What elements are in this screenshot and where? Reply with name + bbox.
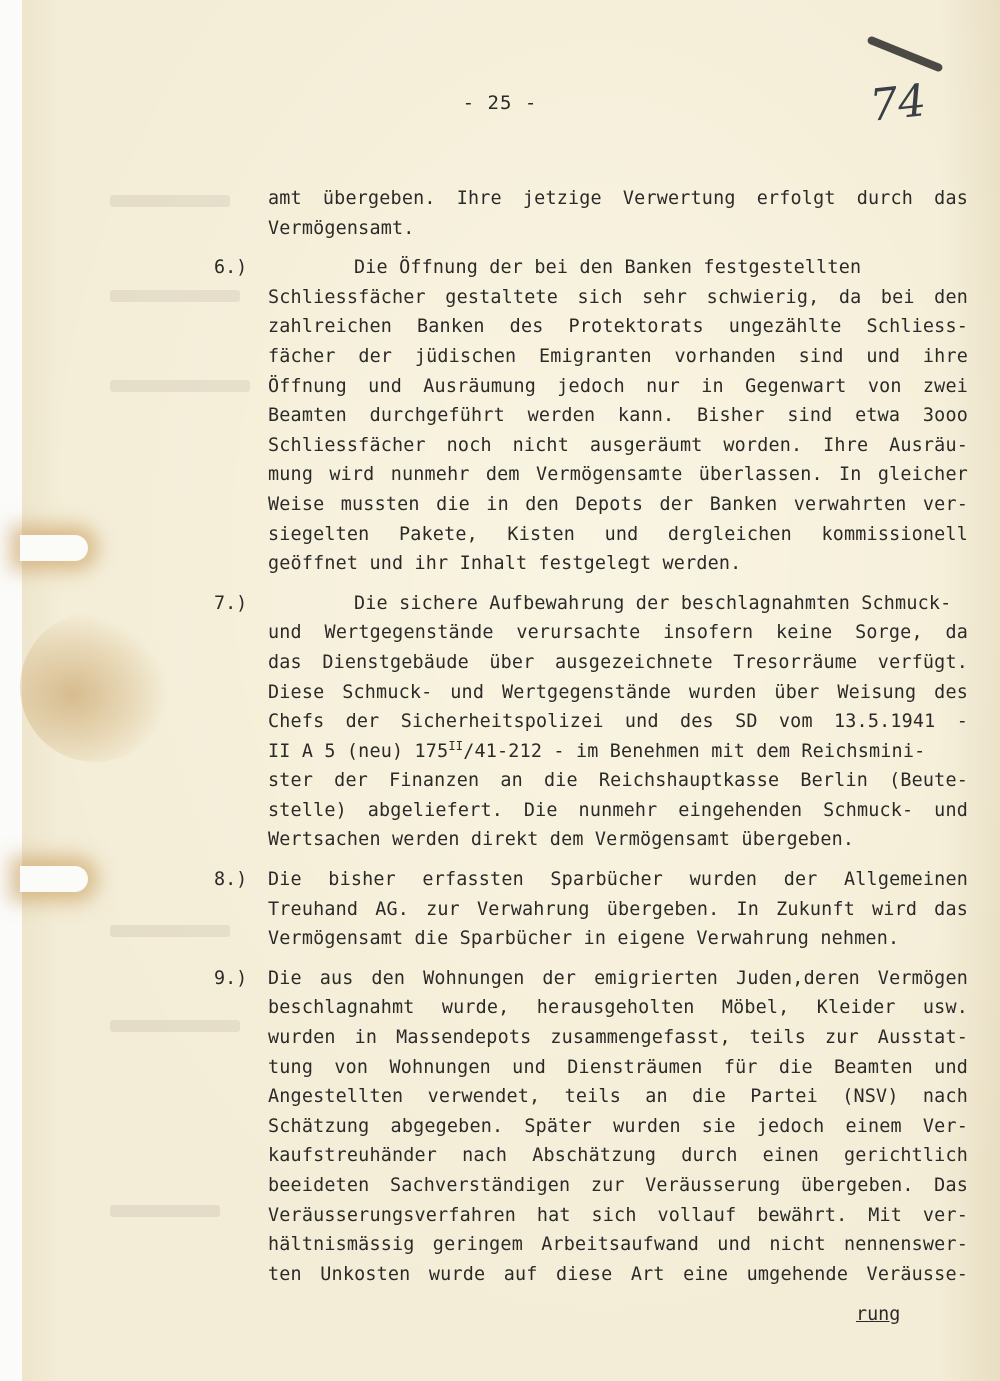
- paragraph-9: [214, 964, 968, 1290]
- paragraph-number: 9.): [214, 967, 248, 989]
- text-segment: /41-212 - im Benehmen mit dem Reichsmini-: [463, 740, 926, 762]
- text-line: siegelten Pakete, Kisten und dergleichen kommissionell: [268, 523, 968, 545]
- burn-stain: [20, 612, 170, 762]
- text-line: ten Unkosten wurde auf diese Art eine umgehende Veräusse-: [268, 1263, 968, 1285]
- text-line: Diese Schmuck- und Wertgegenstände wurden über Weisung des: [268, 681, 968, 703]
- bleed-through-mark: [110, 195, 230, 207]
- catchword: rung: [856, 1304, 901, 1325]
- text-line: Vermögensamt die Sparbücher in eigene Verwahrung nehmen.: [268, 928, 900, 950]
- paragraph-8: [214, 865, 968, 954]
- text-line: amt übergeben. Ihre jetzige Verwertung erfolgt durch das: [268, 188, 968, 209]
- punch-hole-upper: [20, 535, 88, 561]
- punch-hole-lower: [20, 866, 88, 892]
- text-line: Beamten durchgeführt werden kann. Bisher sind etwa 3ooo: [268, 405, 968, 427]
- page-number: - 25 -: [462, 92, 538, 114]
- text-line: kaufstreuhänder nach Abschätzung durch einen gerichtlich: [268, 1145, 968, 1167]
- text-line: Angestellten verwendet, teils an die Partei (NSV) nach: [268, 1086, 968, 1108]
- text-line: Öffnung und Ausräumung jedoch nur in Gegenwart von zwei: [268, 375, 968, 397]
- text-line: beeideten Sachverständigen zur Veräusserung übergeben. Das: [268, 1175, 968, 1196]
- text-line: und Wertgegenstände verursachte insofern keine Sorge, da: [268, 622, 968, 644]
- text-line: Schliessfächer noch nicht ausgeräumt worden. Ihre Ausräu-: [268, 434, 968, 456]
- text-segment: II A 5 (neu) 175: [268, 740, 449, 762]
- text-line: Die Öffnung der bei den Banken festgestellten: [354, 257, 862, 279]
- paragraph-number: 6.): [214, 257, 248, 279]
- page-edge: [0, 0, 22, 1381]
- bleed-through-mark: [110, 290, 240, 302]
- text-line: zahlreichen Banken des Protektorats ungezählte Schliess-: [268, 316, 968, 338]
- folio-number: 74: [867, 75, 929, 132]
- text-line: Die bisher erfassten Sparbücher wurden der Allgemeinen: [268, 869, 968, 891]
- text-line: Chefs der Sicherheitspolizei und des SD vom 13.5.1941 -: [268, 711, 968, 733]
- paragraph-number: 8.): [214, 869, 248, 891]
- paragraph-number: 7.): [214, 592, 248, 614]
- text-line: Treuhand AG. zur Verwahrung übergeben. In Zukunft wird das: [268, 898, 968, 920]
- bleed-through-mark: [110, 1205, 220, 1217]
- text-line: [268, 737, 968, 767]
- text-line: beschlagnahmt wurde, herausgeholten Möbel, Kleider usw.: [268, 997, 968, 1019]
- bleed-through-mark: [110, 380, 250, 392]
- superscript: II: [448, 738, 464, 753]
- text-line: Veräusserungsverfahren hat sich vollauf bewährt. Mit ver-: [268, 1204, 968, 1226]
- text-line: Schliessfächer gestaltete sich sehr schwierig, da bei den: [268, 286, 968, 308]
- text-line: das Dienstgebäude über ausgezeichnete Tresorräume verfügt.: [268, 651, 968, 673]
- text-line: Die sichere Aufbewahrung der beschlagnahmten Schmuck-: [354, 592, 952, 614]
- text-line: Wertsachen werden direkt dem Vermögensamt übergeben.: [268, 829, 855, 851]
- text-line: Die aus den Wohnungen der emigrierten Juden,deren Vermögen: [268, 967, 968, 989]
- text-line: fächer der jüdischen Emigranten vorhanden sind und ihre: [268, 345, 968, 367]
- text-line: ster der Finanzen an die Reichshauptkasse Berlin (Beute-: [268, 770, 968, 792]
- intro-paragraph: [268, 184, 968, 243]
- pen-mark: [866, 35, 943, 72]
- bleed-through-mark: [110, 925, 230, 937]
- text-line: hältnismässig geringem Arbeitsaufwand und nicht nennenswer-: [268, 1234, 968, 1256]
- text-line: tung von Wohnungen und Diensträumen für die Beamten und: [268, 1056, 968, 1078]
- document-body: [214, 184, 968, 1289]
- text-line: Weise mussten die in den Depots der Banken verwahrten ver-: [268, 493, 968, 515]
- text-line: wurden in Massendepots zusammengefasst, teils zur Ausstat-: [268, 1027, 968, 1049]
- bleed-through-mark: [110, 1020, 240, 1032]
- text-line: stelle) abgeliefert. Die nunmehr eingehenden Schmuck- und: [268, 799, 968, 821]
- text-line: geöffnet und ihr Inhalt festgelegt werden.: [268, 553, 742, 575]
- text-line: mung wird nunmehr dem Vermögensamte überlassen. In gleicher: [268, 464, 968, 486]
- text-line: Vermögensamt.: [268, 217, 415, 239]
- paragraph-7: [214, 589, 968, 855]
- paragraph-6: [214, 253, 968, 579]
- text-line: Schätzung abgegeben. Später wurden sie jedoch einem Ver-: [268, 1115, 968, 1137]
